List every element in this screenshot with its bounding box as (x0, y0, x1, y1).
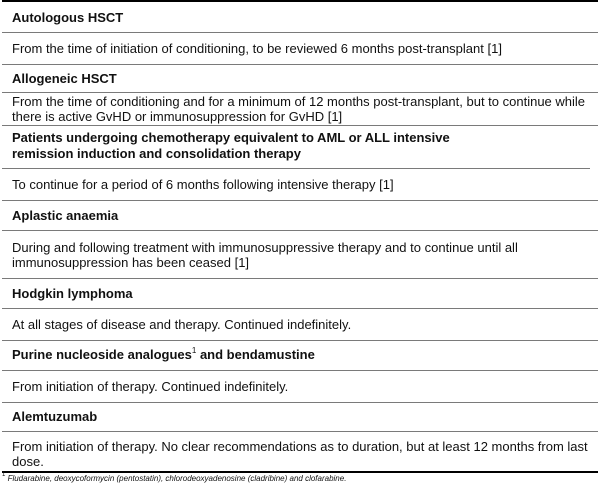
footnote-marker: 1 (191, 345, 197, 355)
row-divider (2, 200, 598, 201)
purine-header-text: Purine nucleoside analogues (12, 347, 192, 362)
row-header-allogeneic-hsct: Allogeneic HSCT (12, 71, 117, 86)
row-header-chemotherapy-line1: Patients undergoing chemotherapy equivalent to AML or ALL intensive (12, 130, 450, 145)
row-text-purine-analogues: From initiation of therapy. Continued indefinitely. (12, 379, 289, 394)
row-divider (2, 278, 598, 279)
footnote-mark: 1 (2, 472, 6, 479)
row-divider (2, 230, 598, 231)
row-divider (2, 125, 598, 126)
row-divider (2, 402, 598, 403)
row-text-alemtuzumab: From initiation of therapy. No clear recommendations as to duration, but at least 12 months from last dose. (12, 439, 588, 469)
row-divider (2, 32, 598, 33)
row-header-autologous-hsct: Autologous HSCT (12, 10, 124, 25)
row-divider (2, 340, 598, 341)
row-header-alemtuzumab: Alemtuzumab (12, 409, 98, 424)
row-divider (2, 168, 590, 169)
row-text-allogeneic-hsct: From the time of conditioning and for a minimum of 12 months post-transplant, but to continue while there is active GvHD or immunosuppression for GvHD [1] (12, 94, 586, 124)
row-text-chemotherapy: To continue for a period of 6 months following intensive therapy [1] (12, 177, 394, 192)
footnote-text: Fludarabine, deoxycoformycin (pentostatin), chlorodeoxyadenosine (cladribine) and clofarabine. (5, 474, 347, 483)
row-divider (2, 370, 598, 371)
row-divider (2, 92, 598, 93)
row-text-autologous-hsct: From the time of initiation of conditioning, to be reviewed 6 months post-transplant [1] (12, 41, 502, 56)
row-header-aplastic-anaemia: Aplastic anaemia (12, 208, 119, 223)
top-rule (2, 0, 598, 2)
row-divider (2, 308, 598, 309)
row-text-aplastic-anaemia: During and following treatment with immunosuppressive therapy and to continue until all immunosuppression has been ceased [1] (12, 240, 518, 270)
row-divider (2, 431, 598, 432)
row-header-hodgkin-lymphoma: Hodgkin lymphoma (12, 286, 133, 301)
bendamustine-header-text: and bendamustine (196, 347, 315, 362)
footnote (2, 474, 346, 484)
bottom-rule (2, 471, 598, 473)
row-divider (2, 64, 598, 65)
row-header-chemotherapy-line2: remission induction and consolidation therapy (12, 146, 301, 161)
row-header-purine-analogues (12, 347, 315, 363)
row-text-hodgkin-lymphoma: At all stages of disease and therapy. Continued indefinitely. (12, 317, 352, 332)
